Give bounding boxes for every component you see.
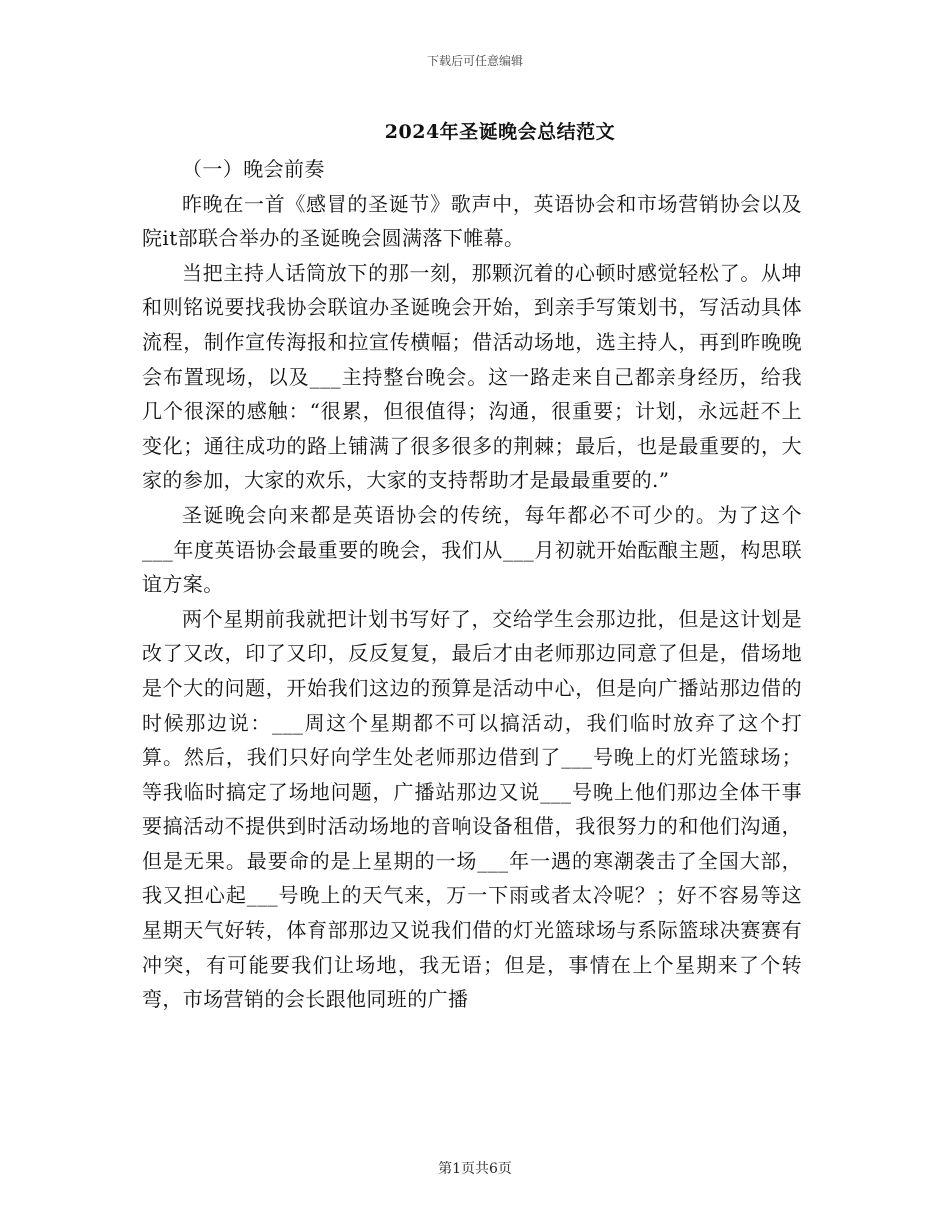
document-title: 2024年圣诞晚会总结范文 (384, 121, 616, 143)
section-heading: （一）晚会前奏 (182, 157, 325, 181)
paragraph-2: 当把主持人话筒放下的那一刻，那颗沉着的心顿时感觉轻松了。从坤和则铭说要找我协会联谊办圣诞晚会开始，到亲手写策划书，写活动具体流程，制作宣传海报和拉宣传横幅；借活动场地，选主持人，再到昨晚晚会布置现场，以及___主持整台晚会。这一路走来自己都亲身经历，给我几个很深的感触：“很累，但很值得；沟通，很重要；计划，永远赶不上变化；通往成功的路上铺满了很多很多的荆棘；最后，也是最重要的，大家的参加，大家的欢乐，大家的支持帮助才是最最重要的.” (142, 260, 802, 493)
page-footer-indicator: 第1页共6页 (438, 1161, 512, 1177)
page-header-note: 下载后可任意编辑 (426, 54, 523, 68)
paragraph-3: 圣诞晚会向来都是英语协会的传统，每年都必不可少的。为了这个___年度英语协会最重要的晚会，我们从___月初就开始酝酿主题，构思联谊方案。 (142, 502, 802, 597)
paragraph-4: 两个星期前我就把计划书写好了，交给学生会那边批，但是这计划是改了又改，印了又印，反反复复，最后才由老师那边同意了但是，借场地是个大的问题，开始我们这边的预算是活动中心，但是向广播站那边借的时候那边说：___周这个星期都不可以搞活动，我们临时放弃了这个打算。然后，我们只好向学生处老师那边借到了___号晚上的灯光篮球场；等我临时搞定了场地问题，广播站那边又说___号晚上他们那边全体干事要搞活动不提供到时活动场地的音响设备租借，我很努力的和他们沟通，但是无果。最要命的是上星期的一场___年一遇的寒潮袭击了全国大部，我又担心起___号晚上的天气来，万一下雨或者太冷呢？；好不容易等这星期天气好转，体育部那边又说我们借的灯光篮球场与系际篮球决赛赛有冲突，有可能要我们让场地，我无语；但是，事情在上个星期来了个转弯，市场营销的会长跟他同班的广播 (142, 606, 802, 1012)
paragraph-1: 昨晚在一首《感冒的圣诞节》歌声中，英语协会和市场营销协会以及院it部联合举办的圣诞晚会圆满落下帷幕。 (142, 191, 802, 251)
document-body (142, 152, 802, 1017)
